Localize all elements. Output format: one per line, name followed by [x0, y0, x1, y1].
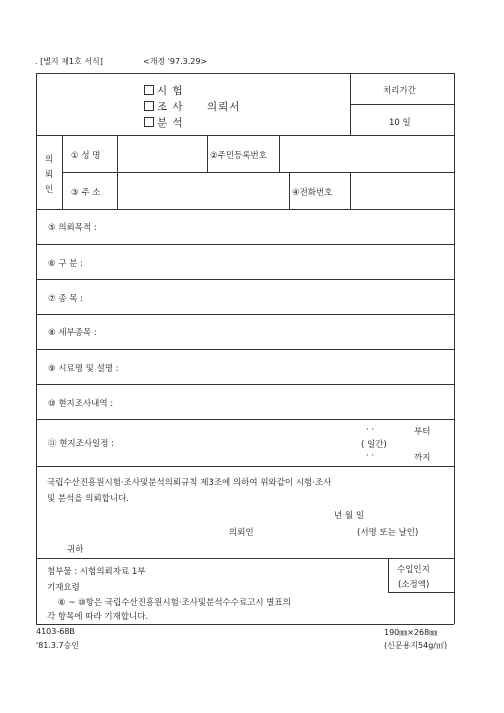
processing-divider	[350, 104, 454, 105]
field-subtype[interactable]: ⑧ 세부종목 :	[48, 328, 97, 338]
schedule-start-word: 부터	[414, 427, 431, 437]
field-purpose[interactable]: ⑤ 의뢰목적 :	[48, 223, 97, 233]
declaration-line-2: 및 분석을 의뢰합니다.	[47, 494, 130, 504]
footer-size: 190㎜×268㎜	[384, 628, 438, 637]
name-value-divider	[207, 135, 208, 172]
stamp-label: 수입인지	[397, 565, 430, 575]
declaration-date[interactable]: 년 월 일	[334, 511, 365, 521]
requester-side-label: 의 뢰 인	[45, 155, 54, 195]
processing-value: 10 일	[389, 118, 411, 128]
id-number-label: ②주민등록번호	[210, 151, 267, 161]
frame-right	[454, 73, 455, 624]
schedule-start-dots: · ·	[366, 425, 375, 435]
declaration-requester-label: 의뢰인	[229, 528, 254, 538]
instructions-heading: 기재요령	[47, 583, 80, 593]
declaration-recipient: 귀하	[67, 545, 84, 555]
address-field[interactable]	[118, 173, 288, 208]
stamp-amount-label: (소정액)	[398, 580, 430, 590]
checkbox-icon	[144, 101, 154, 111]
frame-top	[36, 73, 454, 74]
processing-label: 처리기간	[383, 86, 416, 96]
id-number-field[interactable]	[280, 136, 453, 171]
form-number: . [별지 제1호 서식]	[35, 57, 103, 66]
title-option-survey[interactable]: 조 사	[144, 99, 184, 114]
phone-field[interactable]	[351, 173, 453, 208]
stamp-bottom-border	[388, 592, 454, 593]
declaration-line-1: 국립수산진흥원시험·조사및분석의뢰규칙 제3조에 의하여 위와같이 시험·조사	[47, 478, 332, 488]
row-line	[36, 279, 454, 280]
row-line	[36, 244, 454, 245]
revision-note: <개정 '97.3.29>	[143, 57, 208, 66]
field-sample-description[interactable]: ⑨ 시료명 및 설명 :	[48, 364, 119, 374]
title-suffix: 의뢰서	[207, 101, 241, 113]
field-site-survey-schedule[interactable]: ⑪ 현지조사일정 :	[48, 439, 115, 449]
field-site-survey-details[interactable]: ⑩ 현지조사내역 :	[48, 399, 114, 409]
title-option-test[interactable]: 시 험	[144, 83, 184, 98]
schedule-end-word: 까지	[414, 453, 431, 463]
footer-paper: (신문용지54g/㎡)	[384, 641, 448, 650]
field-category[interactable]: ⑥ 구 분 :	[48, 259, 84, 269]
footer-approval: '81.3.7승인	[36, 641, 80, 650]
schedule-end-dots: · ·	[366, 451, 375, 461]
name-field[interactable]	[118, 136, 206, 171]
frame-bottom	[36, 624, 454, 625]
phone-label: ④전화번호	[292, 188, 333, 198]
checkbox-icon	[144, 85, 154, 95]
row-line	[36, 349, 454, 350]
address-value-divider	[289, 172, 290, 209]
field-type[interactable]: ⑦ 종 목 :	[48, 294, 84, 304]
name-label: ① 성 명	[71, 151, 101, 161]
row-line	[36, 419, 454, 420]
schedule-duration: ( 일간)	[361, 440, 387, 450]
requester-bottom-line	[36, 209, 454, 210]
footer-code: 4103-68B	[36, 627, 75, 636]
declaration-bottom-line	[36, 558, 454, 559]
instructions-line-2: 각 항목에 따라 기재합니다.	[47, 612, 149, 622]
row-line	[36, 314, 454, 315]
stamp-left-border	[388, 558, 389, 592]
declaration-signature[interactable]: (서명 또는 날인)	[357, 528, 419, 538]
title-option-analysis[interactable]: 분 석	[144, 115, 184, 130]
instructions-line-1: ⑥ ~ ⑩항은 국립수산진흥원시험·조사및분석수수료고시 별표의	[58, 598, 291, 608]
schedule-bottom-line	[36, 466, 454, 467]
address-label: ③ 주 소	[71, 188, 101, 198]
row-line	[36, 384, 454, 385]
attachment-line: 첨부물 : 시험의뢰자료 1부	[47, 567, 146, 577]
checkbox-icon	[144, 117, 154, 127]
